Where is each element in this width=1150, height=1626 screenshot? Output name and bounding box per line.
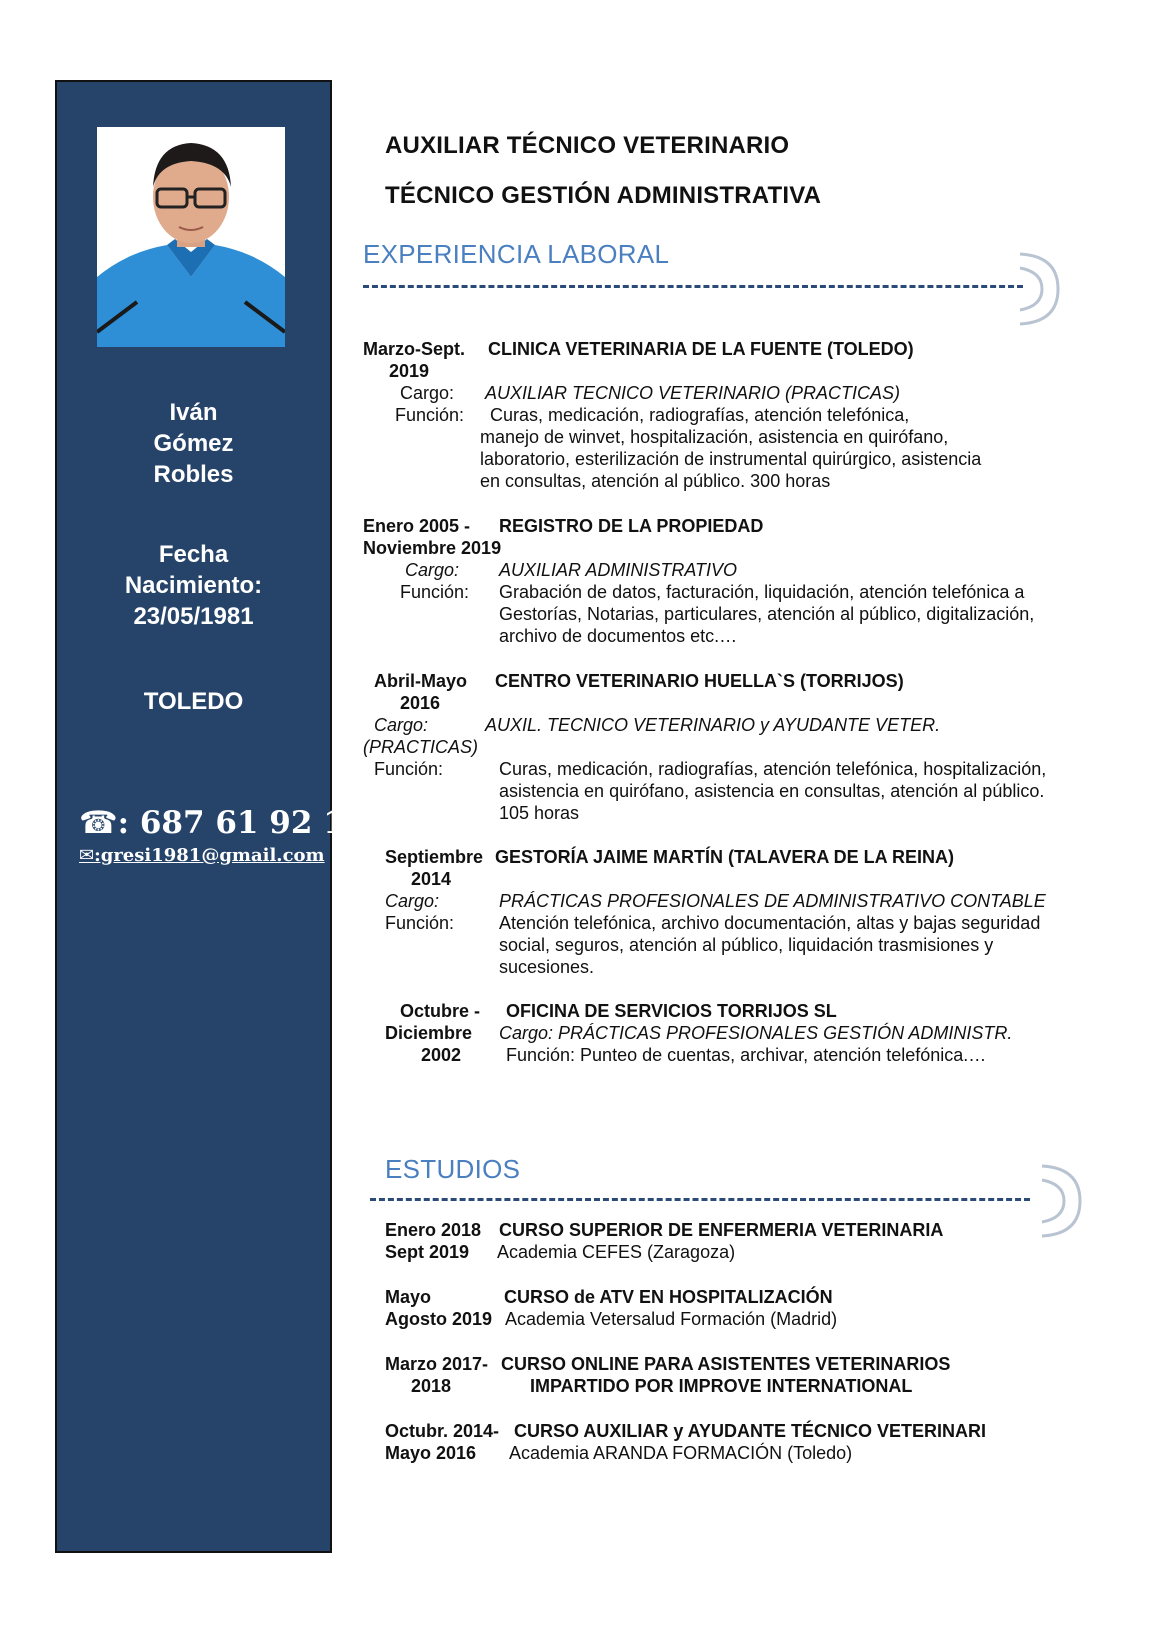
envelope-icon: ✉ [79, 845, 95, 866]
job-1-funcion-label: Función: [395, 405, 465, 425]
job-1-funcion-line-3: laboratorio, esterilización de instrumental quirúrgico, asistencia [480, 449, 982, 469]
job-3-funcion-line-2: asistencia en quirófano, asistencia en consultas, atención al público. [499, 781, 1045, 801]
first-name: Iván [169, 399, 218, 426]
studies-divider [370, 1198, 1030, 1201]
study-2-date-end: Agosto 2019 [385, 1309, 493, 1329]
job-5-date-end: 2002 [421, 1045, 462, 1065]
experience-bracket-icon [1016, 250, 1062, 328]
job-1-cargo-label: Cargo: [400, 383, 455, 403]
studies-bracket-icon [1038, 1162, 1084, 1240]
job-1-date-start: Marzo-Sept. [363, 339, 466, 359]
experience-divider [363, 285, 1023, 288]
job-2-date-start: Enero 2005 - [363, 516, 471, 536]
heading-1: AUXILIAR TÉCNICO VETERINARIO [385, 132, 790, 159]
study-3-detail: IMPARTIDO POR IMPROVE INTERNATIONAL [530, 1376, 913, 1396]
studies-section-title: ESTUDIOS [385, 1154, 521, 1184]
birth-label-1: Fecha [158, 541, 229, 568]
study-4-title: CURSO AUXILIAR y AYUDANTE TÉCNICO VETERINARI [514, 1421, 987, 1441]
job-2-funcion-line-3: archivo de documentos etc.… [499, 626, 738, 646]
job-1-cargo: AUXILIAR TECNICO VETERINARIO (PRACTICAS) [485, 383, 901, 403]
birth-date: 23/05/1981 [133, 603, 254, 630]
job-2-funcion-label: Función: [400, 582, 470, 602]
study-1-date-end: Sept 2019 [385, 1242, 470, 1262]
job-1-funcion-line-2: manejo de winvet, hospitalización, asistencia en quirófano, [480, 427, 949, 447]
study-2-detail: Academia Vetersalud Formación (Madrid) [505, 1309, 838, 1329]
job-2-cargo: AUXILIAR ADMINISTRATIVO [499, 560, 738, 580]
email-link[interactable]: :gresi1981@gmail.com [94, 845, 325, 866]
job-4-funcion-line-2: social, seguros, atención al público, liquidación trasmisiones y [499, 935, 994, 955]
job-3-funcion-line-3: 105 horas [499, 803, 580, 823]
job-5-funcion: Función: Punteo de cuentas, archivar, atención telefónica.… [506, 1045, 987, 1065]
job-3-company: CENTRO VETERINARIO HUELLA`S (TORRIJOS) [495, 671, 904, 691]
surname-2: Robles [153, 461, 234, 488]
job-1-funcion-line-4: en consultas, atención al público. 300 horas [480, 471, 831, 491]
job-1-date-end: 2019 [389, 361, 430, 381]
study-3-title: CURSO ONLINE PARA ASISTENTES VETERINARIOS [501, 1354, 951, 1374]
job-4-cargo: PRÁCTICAS PROFESIONALES DE ADMINISTRATIVO CONTABLE [499, 891, 1046, 911]
study-2-date-start: Mayo [385, 1287, 432, 1307]
study-3-date-end: 2018 [411, 1376, 452, 1396]
job-5-date-mid: Diciembre [385, 1023, 473, 1043]
study-4-detail: Academia ARANDA FORMACIÓN (Toledo) [509, 1443, 853, 1463]
experience-section-title: EXPERIENCIA LABORAL [363, 239, 670, 269]
job-5-cargo: Cargo: PRÁCTICAS PROFESIONALES GESTIÓN ADMINISTR. [499, 1023, 1013, 1043]
job-4-funcion-label: Función: [385, 913, 455, 933]
study-4-date-start: Octubr. 2014- [385, 1421, 500, 1441]
job-4-date-start: Septiembre [385, 847, 484, 867]
job-5-company: OFICINA DE SERVICIOS TORRIJOS SL [506, 1001, 837, 1021]
job-1-funcion-line-1: Curas, medicación, radiografías, atención telefónica, [490, 405, 910, 425]
job-3-funcion-label: Función: [374, 759, 444, 779]
job-4-company: GESTORÍA JAIME MARTÍN (TALAVERA DE LA REINA) [495, 847, 954, 867]
job-4-cargo-label: Cargo: [385, 891, 440, 911]
birth-label-2: Nacimiento: [124, 572, 263, 599]
surname-1: Gómez [153, 430, 234, 457]
job-3-cargo-label: Cargo: [374, 715, 429, 735]
job-3-date-end: 2016 [400, 693, 441, 713]
study-4-date-end: Mayo 2016 [385, 1443, 477, 1463]
study-1-date-start: Enero 2018 [385, 1220, 482, 1240]
study-3-date-start: Marzo 2017- [385, 1354, 489, 1374]
job-2-cargo-label: Cargo: [405, 560, 460, 580]
job-4-funcion-line-3: sucesiones. [499, 957, 595, 977]
job-3-funcion-line-1: Curas, medicación, radiografías, atención telefónica, hospitalización, [499, 759, 1047, 779]
job-5-date-start: Octubre - [400, 1001, 481, 1021]
city: TOLEDO [143, 688, 244, 715]
study-1-title: CURSO SUPERIOR DE ENFERMERIA VETERINARIA [499, 1220, 944, 1240]
job-1-company: CLINICA VETERINARIA DE LA FUENTE (TOLEDO) [488, 339, 914, 359]
job-2-company: REGISTRO DE LA PROPIEDAD [499, 516, 764, 536]
phone-icon: ☎ [79, 805, 118, 841]
job-4-funcion-line-1: Atención telefónica, archivo documentación, altas y bajas seguridad [499, 913, 1041, 933]
phone-number[interactable]: : 687 61 92 18 [117, 805, 367, 841]
job-3-cargo-extra: (PRACTICAS) [363, 737, 479, 757]
job-2-funcion-line-2: Gestorías, Notarias, particulares, atención al público, digitalización, [499, 604, 1035, 624]
job-3-cargo: AUXIL. TECNICO VETERINARIO y AYUDANTE VETER. [485, 715, 941, 735]
study-1-detail: Academia CEFES (Zaragoza) [497, 1242, 736, 1262]
job-3-date-start: Abril-Mayo [374, 671, 468, 691]
heading-2: TÉCNICO GESTIÓN ADMINISTRATIVA [385, 182, 822, 209]
job-2-funcion-line-1: Grabación de datos, facturación, liquidación, atención telefónica a [499, 582, 1025, 602]
job-4-date-end: 2014 [411, 869, 452, 889]
job-2-date-end: Noviembre 2019 [363, 538, 502, 558]
study-2-title: CURSO de ATV EN HOSPITALIZACIÓN [504, 1287, 833, 1307]
